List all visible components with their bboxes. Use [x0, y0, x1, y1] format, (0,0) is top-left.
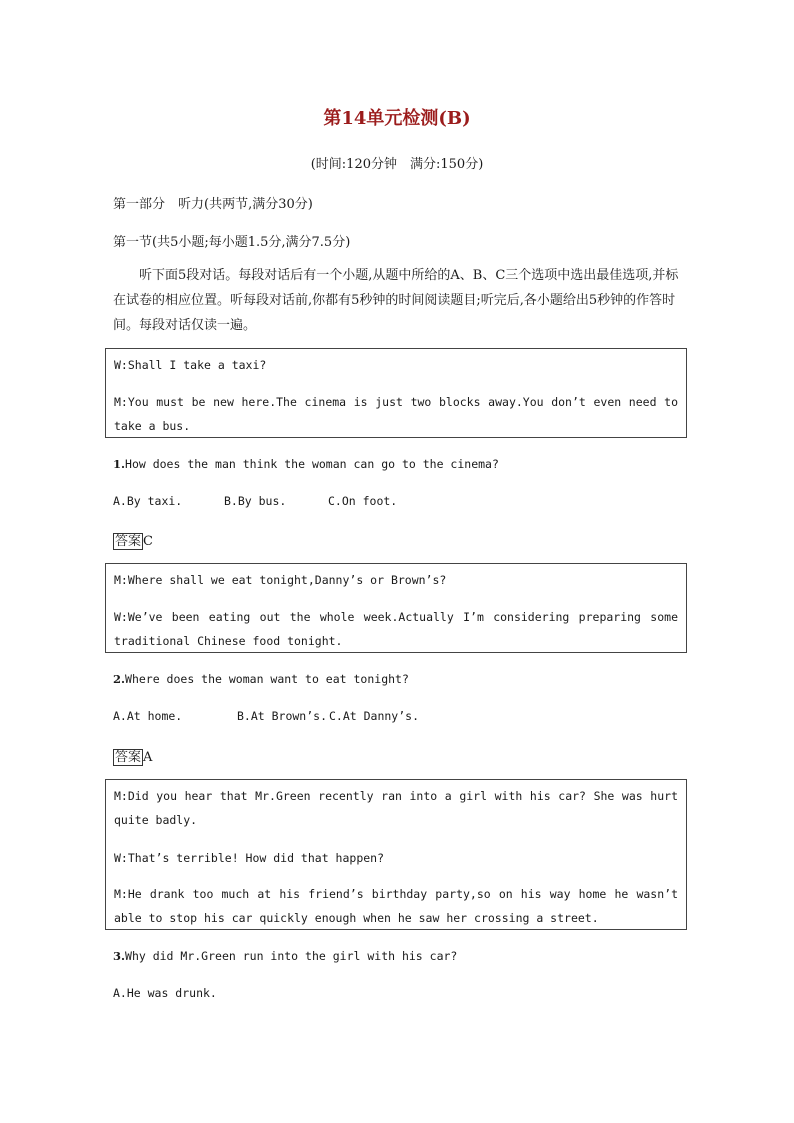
question-text: Where does the woman want to eat tonight? [125, 672, 409, 686]
question-2 [113, 672, 409, 686]
dialog-box-1 [105, 348, 687, 438]
question-text: Why did Mr.Green run into the girl with his car? [125, 949, 458, 963]
option-a: A.He was drunk. [113, 986, 217, 1000]
option-b: B.By bus. [224, 494, 287, 508]
question-3-options [113, 986, 217, 1000]
question-1-options [113, 494, 397, 508]
dialog-line: M:Where shall we eat tonight,Danny’s or Brown’s? [114, 573, 447, 587]
dialog-line: M:Did you hear that Mr.Green recently ran into a girl with his car? She was hurt quite badly. [114, 789, 678, 827]
question-3 [113, 949, 457, 963]
dialog-box-3 [105, 779, 687, 930]
dialog-line: M:He drank too much at his friend’s birthday party,so on his way home he wasn’t able to stop his car quickly enough when he saw her crossing a street. [114, 887, 678, 925]
question-1 [113, 457, 499, 471]
answer-value: C [143, 534, 153, 549]
exam-time-score: (时间:120分钟 满分:150分) [310, 157, 484, 172]
answer-2 [113, 746, 152, 765]
question-text: How does the man think the woman can go to the cinema? [125, 457, 499, 471]
answer-tag: 答案 [115, 534, 142, 549]
section-heading: 第一节(共5小题;每小题1.5分,满分7.5分) [113, 235, 351, 250]
option-a: A.By taxi. [113, 494, 183, 508]
dialog-line: M:You must be new here.The cinema is just two blocks away.You don’t even need to take a bus. [114, 395, 678, 433]
answer-tag: 答案 [115, 750, 142, 765]
instructions: 听下面5段对话。每段对话后有一个小题,从题中所给的A、B、C三个选项中选出最佳选项,并标在试卷的相应位置。听每段对话前,你都有5秒钟的时间阅读题目;听完后,各小题给出5秒钟的作答时间。每段对话仅读一遍。 [113, 268, 679, 333]
dialog-line: W:That’s terrible! How did that happen? [114, 851, 385, 865]
page-title: 第14单元检测(B) [323, 108, 471, 129]
part-heading: 第一部分 听力(共两节,满分30分) [113, 197, 313, 212]
dialog-box-2 [105, 563, 687, 653]
dialog-line: W:Shall I take a taxi? [114, 358, 267, 372]
question-number: 1. [113, 457, 126, 471]
option-b: B.At Brown’s. [237, 709, 328, 723]
option-a: A.At home. [113, 709, 183, 723]
question-number: 2. [113, 672, 126, 686]
answer-value: A [143, 750, 153, 765]
option-c: C.At Danny’s. [329, 709, 420, 723]
question-number: 3. [113, 949, 126, 963]
option-c: C.On foot. [328, 494, 398, 508]
answer-1 [113, 530, 153, 549]
dialog-line: W:We’ve been eating out the whole week.Actually I’m considering preparing some traditional Chinese food tonight. [114, 610, 678, 648]
question-2-options [113, 709, 419, 723]
